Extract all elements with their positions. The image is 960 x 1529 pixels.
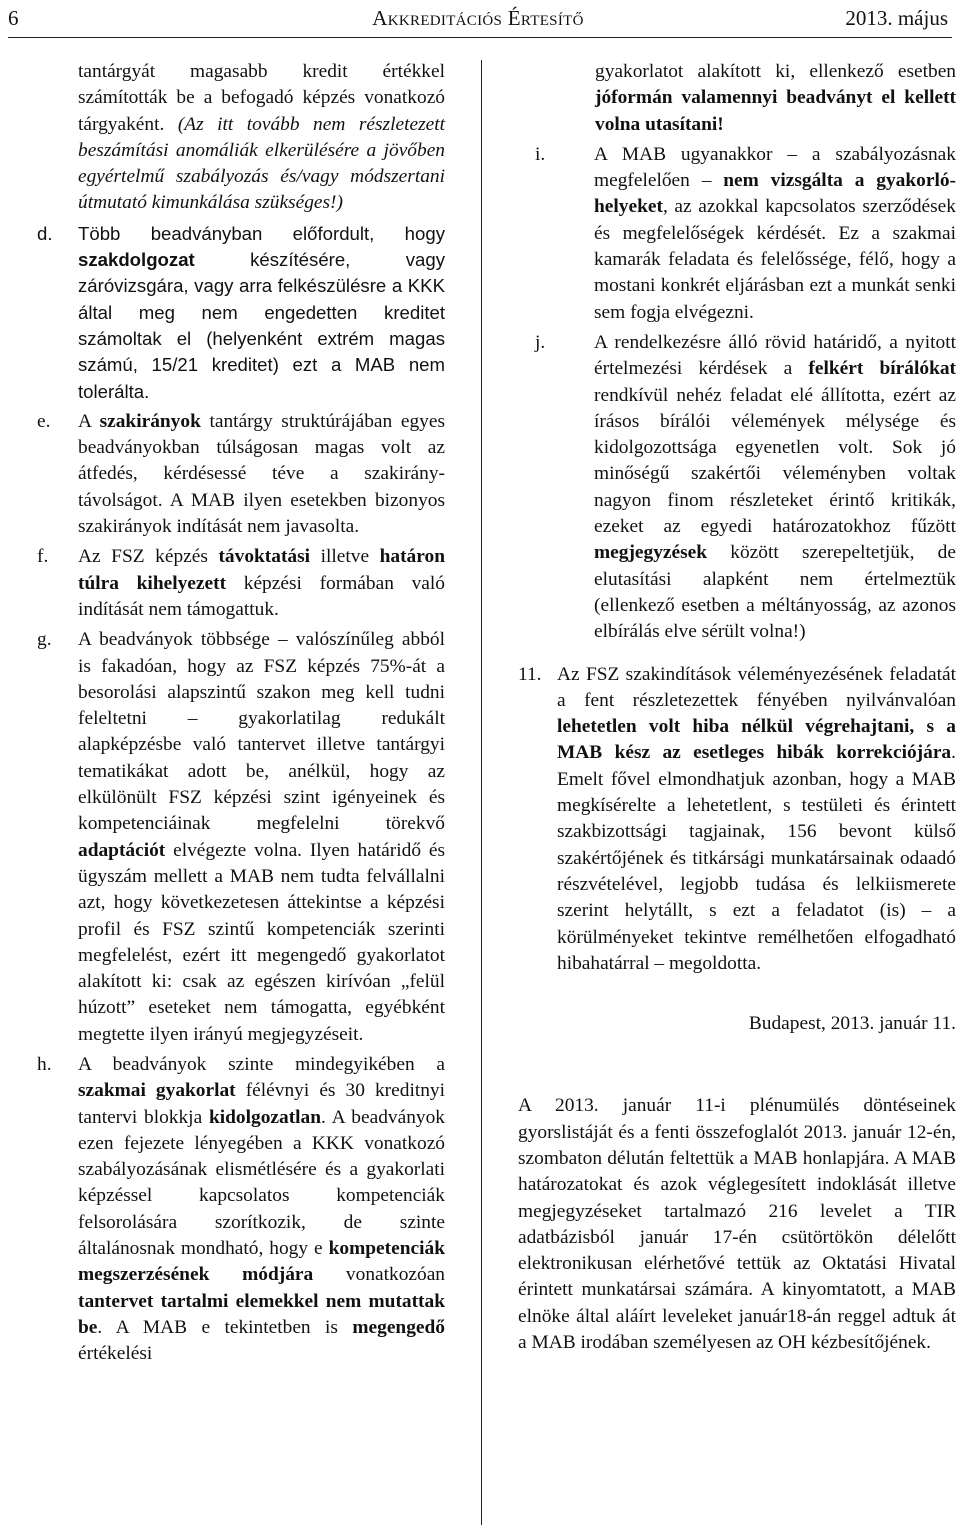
page-header bbox=[8, 6, 948, 40]
page-number: 6 bbox=[8, 6, 19, 30]
column-divider bbox=[481, 60, 482, 1525]
item-f: f. Az FSZ képzés távoktatási illetve határon túlra kihelyezett képzési formában való indítását nem támogattuk. bbox=[37, 546, 445, 620]
right-column bbox=[518, 59, 956, 1356]
journal-title: Akkreditációs Értesítő bbox=[372, 6, 584, 30]
issue-date: 2013. május bbox=[845, 6, 948, 30]
place-and-date: Budapest, 2013. január 11. bbox=[748, 1013, 956, 1035]
continued-paragraph: tantárgyát magasabb kredit értékkel számították be a befogadó képzés vonatkozó tárgyaként. (Az itt tovább nem részletezett beszámítási anomáliák elkerülésére a jövőben egyértelmű szabályozás és/vagy módszertani útmutató kimunkálása szükséges!) bbox=[78, 61, 445, 214]
item-11: 11. Az FSZ szakindítások véleményezésének feladatát a fent részletezettek fényében nyilvánvalóan lehetetlen volt hiba nélkül végrehajtani, s a MAB kész az esetleges hibák korrekciójára. Emelt fővel elmondhatjuk azonban, hogy a MAB megkísérelte a lehetetlent, s testületi és érintett szakbizottsági tagjainak, 156 bevont külső szakértőjének és titkársági munkatársainak odaadó részvételével, legjobb tudása és lelkiismerete szerint helytállt, s ezt a feladatot (is) – a körülményeket tekintve remélhetően elfogadható hibahatárral – megoldotta. bbox=[518, 663, 956, 974]
item-i: i. A MAB ugyanakkor – a szabályozásnak megfelelően – nem vizsgálta a gyakorló-helyeket, az azokkal kapcsolatos szerződések és megfelelőségek kérdését. Ez a szakmai kamarák feladata és felelőssége, félő, hogy a mostani konkrét eljárásban ezt a munkát senki sem fogja elvégezni. bbox=[535, 143, 956, 323]
item-h: h. A beadványok szinte mindegyikében a szakmai gyakorlat félévnyi és 30 kreditnyi tantervi blokkja kidolgozatlan. A beadványok ezen fejezete lényegében a KKK vonatkozó szabályozásának elismétlésére és a gyakorlati képzéssel kapcsolatos kompetenciák felsorolására szorítkozik, de szinte általánosnak mondható, hogy e kompetenciák megszerzésének módjára vonatkozóan tantervet tartalmi elemekkel nem mutattak be. A MAB e tekintetben is megengedő értékelési bbox=[37, 1053, 445, 1365]
item-j: j. A rendelkezésre álló rövid határidő, a nyitott értelmezési kérdések a felkért bírálókat rendkívül nehéz feladat elé állította, ezért az írásos bírálói vélemények mélysége és kidolgozottsága egyenetlen volt. Sok jó minőségű szakértői véleményben voltak nagyon finom részleteket érintő kritikák, ezeket az egyedi határozatokhoz fűzött megjegyzések között szerepeltetjük, de elutasítási alapként nem értelmeztük (ellenkező esetben a méltányosság, az azonos elbírálás elve sérült volna!) bbox=[535, 331, 957, 643]
header-rule bbox=[8, 37, 952, 38]
continued-paragraph: gyakorlatot alakított ki, ellenkező esetben jóformán valamennyi beadványt el kellett volna utasítani! bbox=[595, 61, 956, 135]
closing-paragraph: A 2013. január 11-i plénumülés döntéseinek gyorslistáját és a fenti összefoglalót 2013. január 12-én, szombaton délután feltettük a MAB honlapjára. A MAB határozatokat és azok véglegesített indoklását illetve megjegyzéseket tartalmazó 216 levelet a TIR adatbázisból január 17-én csütörtökön délelőtt elektronikusan elérhetővé tettük az Oktatási Hivatal érintett munkatársai számára. A kinyomtatott, a MAB elnöke által aláírt leveleket január18-án reggel adtuk át a MAB irodában személyesen az OH kézbesítőjének. bbox=[518, 1095, 956, 1354]
item-g: g. A beadványok többsége – valószínűleg abból is fakadóan, hogy az FSZ képzés 75%-át a besorolási alapszintű szakon meg kell tudni feleltetni – gyakorlatilag redukált alapképzésbe való tantervet illetve tantárgyi tematikákat adott be, anélkül, hogy az elkülönült FSZ képzési szint igényeinek és kompetenciáinak megfelelni törekvő adaptációt elvégezte volna. Ilyen határidő és ügyszám mellett a MAB nem tudta felvállalni azt, hogy következetesen áttekintse a képzési profil és FSZ szintű kompetenciák szerinti megfelelést, ezért itt megengedő gyakorlatot alakított ki: csak az egészen kirívóan „felül húzott” eseteket nem támogatta, egyébként megtette ilyen irányú megjegyzéseit. bbox=[37, 629, 445, 1045]
item-e: e. A szakirányok tantárgy struktúrájában egyes beadványokban túlságosan magas volt az átfedés, kérdésessé téve a szakirány-távolságot. A MAB ilyen esetekben bizonyos szakirányok indítását nem javasolta. bbox=[37, 410, 446, 538]
item-d: d. Több beadványban előfordult, hogy szakdolgozat készítésére, vagy záróvizsgára, vagy arra felkészülésre a KKK által meg nem engedetten kreditet számoltak el (helyenként extrém magas számú, 15/21 kreditet) ezt a MAB nem tolerálta. bbox=[37, 222, 445, 402]
left-column bbox=[37, 59, 445, 1368]
